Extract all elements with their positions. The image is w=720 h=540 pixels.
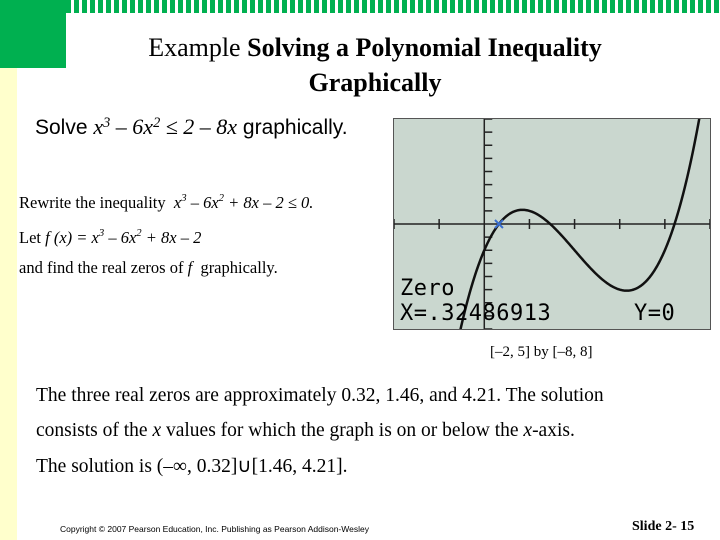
zero-x-readout: X=.32486913 [400, 301, 552, 326]
copyright-notice: Copyright © 2007 Pearson Education, Inc. Publishing as Pearson Addison-Wesley [60, 524, 369, 534]
calculator-screen [393, 118, 711, 330]
conclusion-line-1: The three real zeros are approximately 0.32, 1.46, and 4.21. The solution [36, 385, 604, 406]
problem-solve: Solve [35, 116, 88, 139]
zero-y-readout: Y=0 [634, 301, 676, 326]
corner-green-block [0, 0, 66, 68]
zero-label: Zero [400, 276, 455, 301]
let-expression: f $(x) = x^3 - 6x^2 + 8x - 2$ [45, 227, 202, 247]
conclusion-line-2: consists of the x values for which the graph is on or below the x-axis. [36, 420, 575, 441]
problem-statement [35, 114, 348, 140]
left-accent-bar [0, 0, 17, 540]
problem-suffix: graphically. [242, 116, 348, 139]
step-find: and find the real zeros of f graphically. [19, 258, 278, 277]
title-main-1: Solving a Polynomial Inequality [247, 33, 602, 62]
title-line-1 [70, 30, 680, 65]
find-var: f [187, 258, 193, 277]
viewing-window-label: [–2, 5] by [–8, 8] [490, 344, 593, 360]
top-stripe-band [66, 0, 720, 13]
step-rewrite: Rewrite the inequality $x^3 - 6x^2 + 8x - 2 \le 0$. [19, 192, 314, 212]
title-prefix: Example [148, 33, 241, 62]
conclusion-line-3: The solution is (–∞, 0.32]∪[1.46, 4.21]. [36, 456, 348, 477]
solution-set: (–∞, 0.32]∪[1.46, 4.21]. [156, 456, 348, 477]
problem-ineq: $x^3 - 6x^2 \le 2 - 8x$ [93, 114, 238, 139]
rewrite-expression: $x^3 - 6x^2 + 8x - 2 \le 0$. [173, 192, 314, 212]
slide-number: Slide 2- 15 [632, 519, 695, 534]
step-let: Let f $(x) = x^3 - 6x^2 + 8x - 2$ [19, 227, 202, 247]
slide-title [70, 30, 680, 100]
title-line-2: Graphically [308, 68, 442, 97]
